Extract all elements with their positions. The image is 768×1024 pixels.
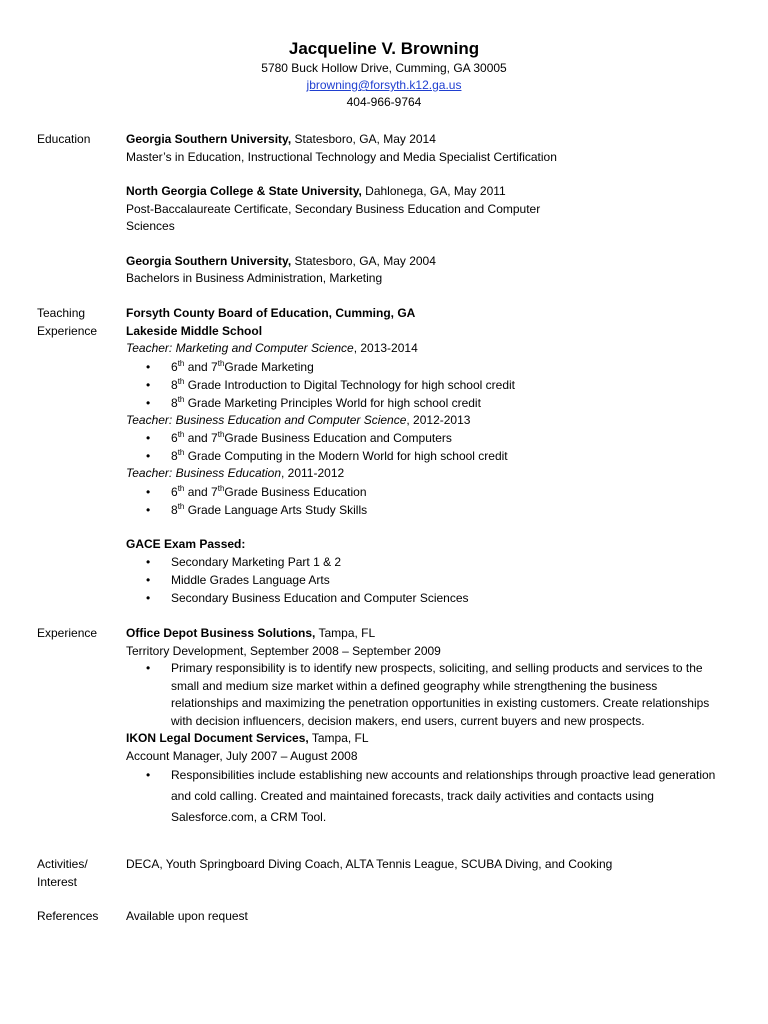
activities-text: DECA, Youth Springboard Diving Coach, ALTA Tennis League, SCUBA Diving, and Cooking: [126, 857, 613, 871]
list-item: • Middle Grades Language Arts: [146, 573, 330, 587]
degree: Master’s in Education, Instructional Technology and Media Specialist Certification: [126, 149, 557, 164]
list-item: • 6th and 7thGrade Business Education: [146, 483, 367, 499]
references-text: Available upon request: [126, 909, 248, 923]
resume-header: [0, 38, 768, 111]
bullet-icon: •: [146, 555, 151, 569]
list-item: • 8th Grade Introduction to Digital Technology for high school credit: [146, 376, 515, 392]
candidate-name: Jacqueline V. Browning: [288, 39, 480, 58]
gace-heading: GACE Exam Passed:: [126, 536, 246, 551]
role-bullet-list: [126, 429, 726, 465]
teaching-content: [126, 305, 726, 607]
role-bullet-list: [126, 483, 726, 519]
role-bullet-list: [126, 358, 726, 412]
employer-name: Forsyth County Board of Education, Cumming, GA: [126, 306, 416, 320]
section-label-references: References: [37, 909, 99, 923]
list-item: • 6th and 7thGrade Marketing: [146, 358, 314, 374]
company-name: Office Depot Business Solutions,: [126, 626, 316, 640]
job-bullet-list: [126, 765, 726, 828]
school-name: Georgia Southern University,: [126, 253, 292, 268]
bullet-icon: •: [146, 573, 151, 587]
list-item: • Responsibilities include establishing new accounts and relationships through proactive lead generation and cold calling. Created and maintained forecasts, track daily activities and contacts using Salesforce.com, a CRM Tool.: [126, 765, 721, 828]
company-location: Tampa, FL: [308, 731, 369, 745]
school-name: Georgia Southern University,: [126, 132, 292, 146]
section-label-activities: Activities/ Interest: [37, 857, 88, 889]
bullet-icon: •: [146, 484, 151, 499]
school-location-date: Statesboro, GA, May 2014: [291, 132, 436, 146]
school-location-date: Dahlonega, GA, May 2011: [361, 184, 506, 198]
role-dates: , 2012-2013: [406, 412, 471, 427]
bullet-icon: •: [146, 661, 151, 675]
section-label-teaching: Teaching Experience: [37, 306, 98, 338]
role-title: Teacher: Business Education: [126, 466, 281, 480]
email-link[interactable]: jbrowning@forsyth.k12.ga.us: [306, 78, 462, 92]
list-item: • 6th and 7thGrade Business Education and Computers: [146, 430, 452, 445]
job-title-dates: Account Manager, July 2007 – August 2008: [126, 748, 358, 763]
section-label-experience: Experience: [37, 626, 98, 640]
bullet-icon: •: [146, 395, 151, 410]
school-name: North Georgia College & State University,: [126, 184, 362, 198]
job-bullet-list: [126, 660, 726, 730]
role-title: Teacher: Marketing and Computer Science: [126, 341, 354, 355]
list-item: • 8th Grade Language Arts Study Skills: [146, 501, 368, 517]
bullet-icon: •: [146, 431, 151, 445]
bullet-icon: •: [146, 449, 151, 463]
list-item: • 8th Grade Marketing Principles World for high school credit: [146, 394, 481, 410]
bullet-icon: •: [146, 502, 151, 517]
activities-content: [126, 856, 726, 874]
gace-list: [126, 553, 726, 607]
bullet-icon: •: [146, 377, 151, 392]
degree: Bachelors in Business Administration, Marketing: [126, 271, 383, 285]
phone: 404-966-9764: [346, 95, 422, 109]
degree: Post-Baccalaureate Certificate, Secondary Business Education and Computer Sciences: [126, 201, 541, 233]
school-name: Lakeside Middle School: [126, 323, 263, 338]
role-dates: , 2011-2012: [281, 466, 345, 480]
role-dates: , 2013-2014: [353, 341, 418, 355]
bullet-icon: •: [146, 768, 151, 782]
section-label-education: Education: [37, 132, 91, 146]
bullet-icon: •: [146, 359, 151, 374]
list-item: • Primary responsibility is to identify new prospects, soliciting, and selling products and services to the small and medium size market within a defined geography while strengthening the business relationships and maximizing the penetration opportunities in existing customers. Create relationships with decision influencers, decision makers, end users, current buyers and new prospects.: [146, 661, 710, 728]
bullet-icon: •: [146, 591, 151, 605]
school-location-date: Statesboro, GA, May 2004: [291, 253, 436, 268]
company-location: Tampa, FL: [315, 626, 376, 640]
address: 5780 Buck Hollow Drive, Cumming, GA 30005: [261, 61, 507, 75]
list-item: • Secondary Business Education and Computer Sciences: [146, 591, 469, 605]
role-title: Teacher: Business Education and Computer Science: [126, 412, 407, 427]
education-content: [126, 131, 726, 288]
job-title-dates: Territory Development, September 2008 – September 2009: [126, 643, 441, 658]
references-content: [126, 908, 726, 926]
list-item: • 8th Grade Computing in the Modern World for high school credit: [146, 448, 508, 463]
list-item: • Secondary Marketing Part 1 & 2: [146, 555, 342, 569]
company-name: IKON Legal Document Services,: [126, 731, 309, 745]
experience-content: [126, 625, 726, 828]
